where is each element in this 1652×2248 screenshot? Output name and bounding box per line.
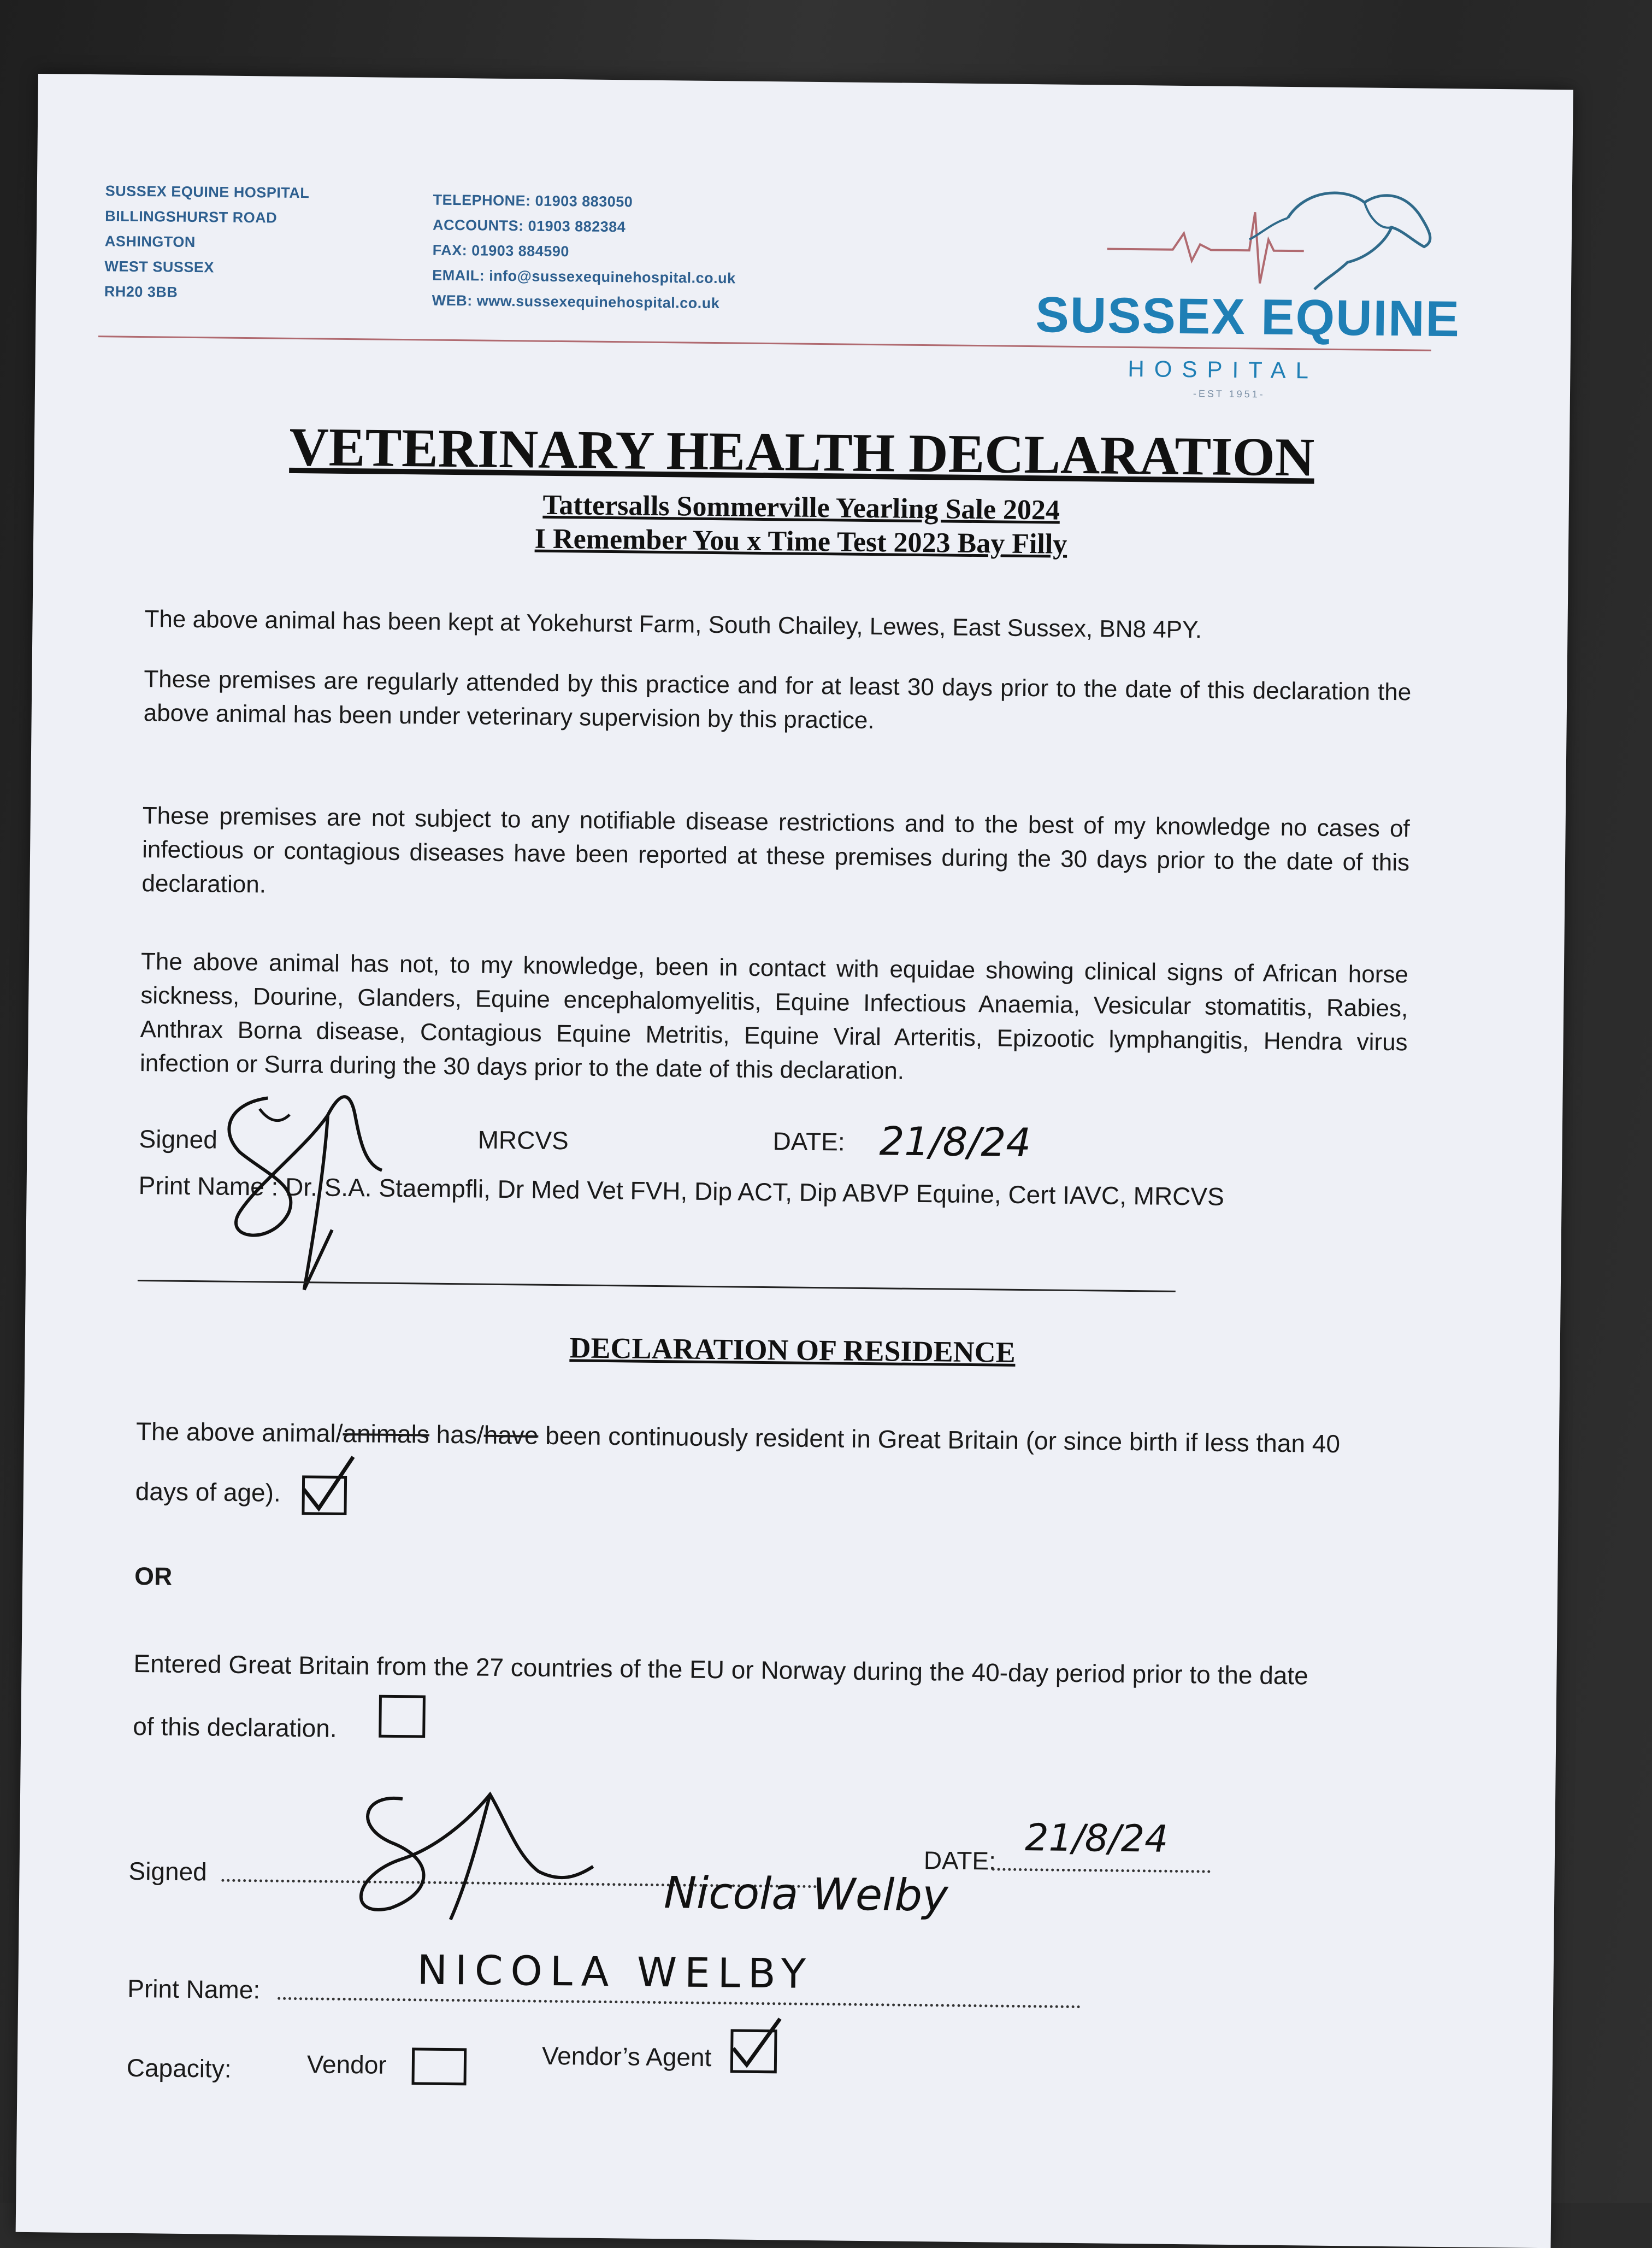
logo-name: SUSSEX EQUINE — [1035, 287, 1461, 348]
logo-subtitle: HOSPITAL — [1128, 355, 1319, 384]
agent-written-signature: Nicola Welby — [663, 1867, 949, 1921]
sale-subtitle: Tattersalls Sommerville Yearling Sale 2024 — [542, 489, 1060, 526]
vet-print-name-label: Print Name : — [138, 1171, 279, 1201]
letterhead-contact — [432, 187, 736, 316]
paragraph-supervision: These premises are regularly attended by this practice and for at least 30 days prior to the date of this declaration the above animal has been under veterinary supervision by this practice. — [143, 666, 1412, 734]
option1-text-c: has/ — [429, 1420, 484, 1449]
contact-email: EMAIL: info@sussexequinehospital.co.uk — [432, 267, 736, 287]
vet-date-label: DATE: — [772, 1127, 845, 1156]
or-label: OR — [134, 1561, 173, 1591]
mrcvs-label: MRCVS — [477, 1125, 569, 1155]
contact-fax: FAX: 01903 884590 — [432, 242, 569, 260]
option1-struck-animals: animals — [343, 1419, 430, 1449]
agent-print-name-value: NICOLA WELBY — [417, 1946, 814, 1998]
contact-accounts: ACCOUNTS: 01903 882384 — [432, 216, 626, 236]
agent-date-line — [992, 1868, 1211, 1873]
residence-title: DECLARATION OF RESIDENCE — [569, 1331, 1016, 1369]
vendor-label: Vendor — [306, 2050, 387, 2079]
agent-print-name-label: Print Name: — [127, 1974, 261, 2004]
residence-option-1 — [136, 1416, 1341, 1458]
residence-option-1-cont: days of age). — [135, 1477, 281, 1507]
vet-signed-label: Signed — [139, 1125, 218, 1154]
vet-date-value: 21/8/24 — [879, 1118, 1031, 1166]
agent-date-label: DATE: — [923, 1846, 996, 1875]
document-page — [16, 74, 1573, 2248]
option2-checkbox[interactable] — [379, 1695, 426, 1738]
address-line: BILLINGSHURST ROAD — [105, 208, 278, 226]
address-line: RH20 3BB — [104, 283, 178, 301]
option1-struck-have: have — [483, 1420, 539, 1450]
agent-signed-label: Signed — [128, 1856, 208, 1886]
capacity-label: Capacity: — [126, 2053, 232, 2083]
address-line: ASHINGTON — [104, 233, 196, 251]
contact-telephone: TELEPHONE: 01903 883050 — [433, 191, 633, 210]
address-line: SUSSEX EQUINE HOSPITAL — [105, 183, 310, 202]
contact-web: WEB: www.sussexequinehospital.co.uk — [432, 292, 720, 312]
letterhead-address — [104, 178, 310, 306]
residence-option-2: Entered Great Britain from the 27 countries of the EU or Norway during the 40-day period prior to the date — [133, 1649, 1309, 1690]
horse-subtitle: I Remember You x Time Test 2023 Bay Filly — [534, 523, 1067, 560]
document-title: VETERINARY HEALTH DECLARATION — [289, 416, 1315, 488]
paragraph-restrictions: These premises are not subject to any notifiable disease restrictions and to the best of my knowledge no cases of infectious or contagious diseases have been reported at these premises during the 30 days prior to the date of this declaration. — [141, 802, 1410, 898]
checkmark-icon — [728, 2015, 788, 2076]
address-line: WEST SUSSEX — [104, 258, 215, 276]
checkmark-icon — [298, 1456, 358, 1517]
option1-checkbox[interactable] — [302, 1475, 347, 1515]
agent-print-name-line — [278, 1997, 1081, 2008]
option1-text-e: been continuously resident in Great Britain (or since birth if less than 40 — [538, 1421, 1341, 1458]
option1-text-a: The above animal/ — [135, 1417, 343, 1447]
agent-signature-graphic — [341, 1782, 627, 1927]
vendors-agent-checkbox[interactable] — [730, 2029, 777, 2073]
paragraph-premises: The above animal has been kept at Yokehurst Farm, South Chailey, Lewes, East Sussex, BN8 4PY. — [144, 605, 1202, 644]
logo-established: -EST 1951- — [1193, 388, 1265, 400]
agent-date-value: 21/8/24 — [1024, 1816, 1169, 1861]
paragraph-diseases: The above animal has not, to my knowledge, been in contact with equidae showing clinical signs of African horse sickness, Dourine, Glanders, Equine encephalomyelitis, Equine Infectious Anaemia, Vesicular stomatitis, Rabies, Anthrax Borna disease, Contagious Equine Metritis, Equine Viral Arteritis, Epizootic lymphangitis, Hendra virus infection or Surra during the 30 days prior to the date of this declaration. — [139, 948, 1409, 1085]
vendor-checkbox[interactable] — [411, 2047, 467, 2085]
vet-print-name-value: Dr. S.A. Staempfli, Dr Med Vet FVH, Dip ACT, Dip ABVP Equine, Cert IAVC, MRCVS — [285, 1172, 1225, 1211]
residence-option-2-cont: of this declaration. — [133, 1711, 337, 1743]
vendors-agent-label: Vendor’s Agent — [541, 2041, 712, 2072]
vet-signature-graphic — [205, 1081, 438, 1323]
